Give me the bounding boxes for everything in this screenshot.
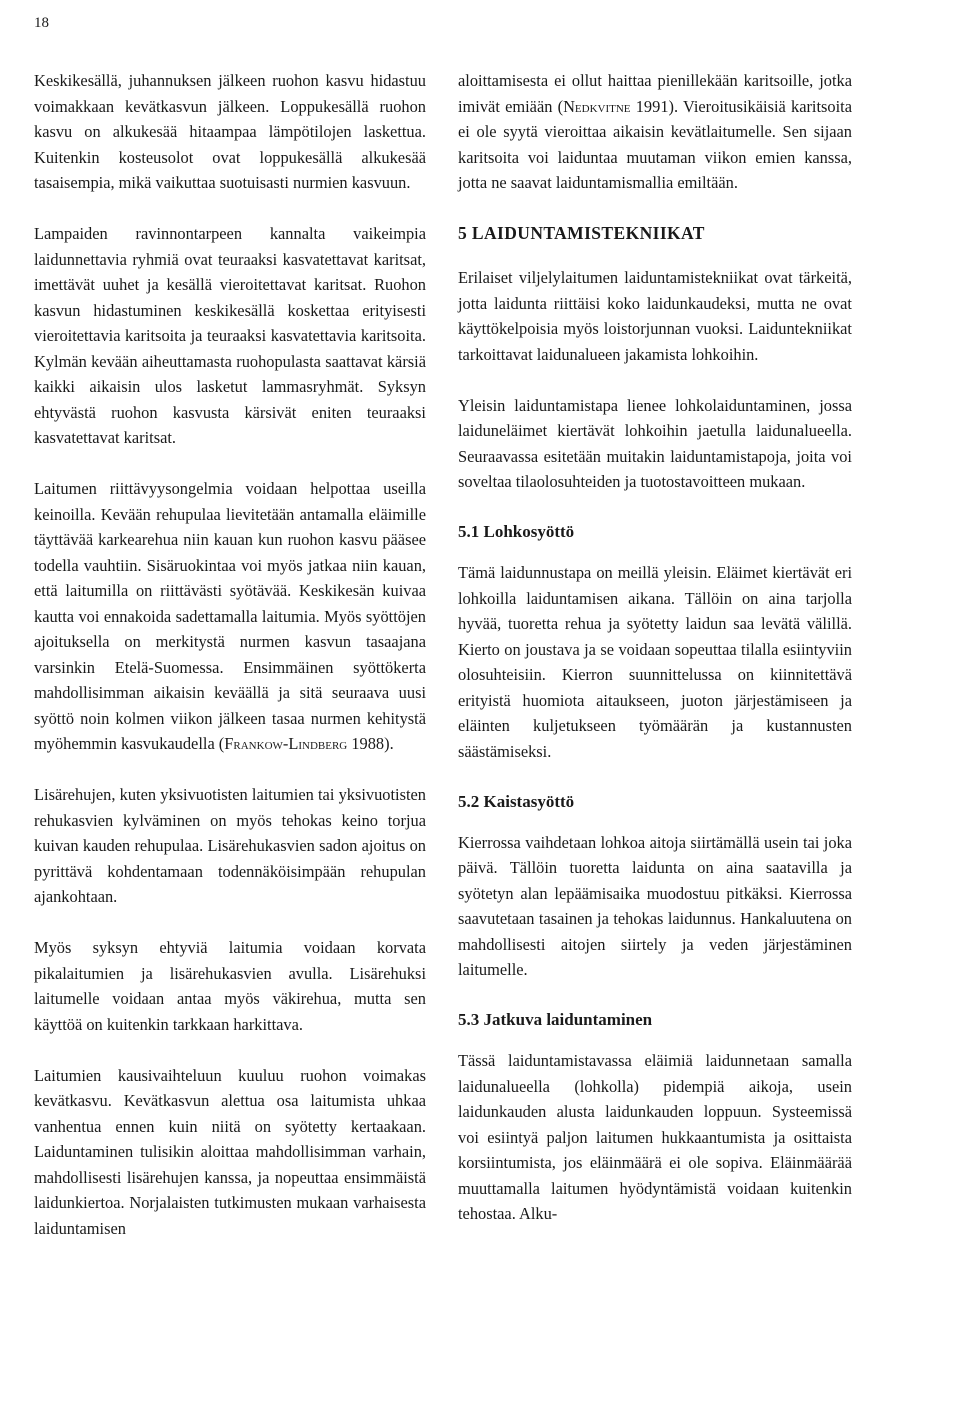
paragraph-seasonal-variation: Laitumien kausivaihteluun kuuluu ruohon voimakas kevätkasvu. Kevätkasvun alettua osa laitumista uhkaa vanhentua ennen kuin niitä on syötetty kertaakaan. Laiduntaminen tulisikin aloittaa mahdollisimman varhain, mahdollisesti lisärehujen kanssa, ja nopeuttaa ensimmäistä laidunkiertoa. Norjalaisten tutkimusten mukaan varhaisesta laiduntamisen [34, 1065, 426, 1238]
citation-nedkvitne: Nedkvitne [563, 96, 631, 116]
paragraph-midsummer-growth: Keskikesällä, juhannuksen jälkeen ruohon kasvu hidastuu voimakkaan kevätkasvun jälkeen. Loppukesällä ruohon kasvu on alkukesää hitaampaa lämpötilojen laskettua. Kuitenkin kosteusolot ovat loppukesällä alkukesää tasaisempia, mikä vaikuttaa suotuisasti nurmien kasvuun. [34, 71, 426, 192]
paragraph-continuation-tail: 1991). Vieroitusikäisiä karitsoita ei ole syytä vieroittaa aikaisin kevätlaitumelle. Sen sijaan karitsoita voi laiduntaa muutaman viikon emien kanssa, jotta ne saavat laiduntamismallia emiltään. [458, 96, 852, 192]
paragraph-supplementary-feed: Lisärehujen, kuten yksivuotisten laitumien tai yksivuotisten rehukasvien kylväminen on myös tehokas keino torjua kuivan kauden rehupulaa. Lisärehukasvien sadon ajoitus on pyrittävä kohdentamaan todennäköisimpään rehupulan ajankohtaan. [34, 785, 426, 906]
left-column [34, 68, 426, 1267]
citation-frankow-lindberg: Frankow-Lindberg [224, 734, 348, 753]
paragraph-rotational-grazing-intro: Yleisin laiduntamistapa lienee lohkolaiduntaminen, jossa laiduneläimet kiertävät lohkoihin jaetulla laidunalueella. Seuraavassa esitetään muitakin laiduntamistapoja, joita voi soveltaa tilaolosuhteiden ja tuotostavoitteen mukaan. [458, 395, 852, 491]
right-column [458, 68, 852, 1252]
paragraph-pasture-sufficiency-text: Laitumen riittävyysongelmia voidaan helpottaa useilla keinoilla. Kevään rehupulaa lievitetään antamalla eläimille täyttävää karkearehua niin kauan kun ruohon kasvu pääsee todella vauhtiin. Sisäruokintaa voi myös jatkaa niin kauan, että laitumilla on riittävästi syötävää. Keskikesän kuivaa kautta voi ennakoida sadettamalla laitumia. Myös syöttöjen ajoituksella on merkitystä nurmen kasvun tasaajana varsinkin Etelä-Suomessa. Ensimmäinen syöttökerta mahdollisimman aikaisin keväällä ja sitä seuraava uusi syöttö noin kolmen viikon jälkeen tasaa nurmen kehitystä myöhemmin kasvukaudella ( [34, 479, 426, 753]
paragraph-block-grazing: Tämä laidunnustapa on meillä yleisin. Eläimet kiertävät eri lohkoilla laiduntamisen aikana. Tällöin on aina tarjolla hyvää, tuoretta rehua ja syötetty laidun saa levätä välillä. Kierto on joustava ja se voidaan sopeuttaa tilalla esiintyviin olosuhteisiin. Kierron suunnittelussa on kiinnitettävä erityistä huomiota aitaukseen, juoton järjestämiseen ja eläinten kuljetukseen työmäärän ja kustannusten säästämiseksi. [458, 563, 852, 761]
paragraph-pasture-sufficiency [34, 476, 426, 757]
subsection-heading-5-3: 5.3 Jatkuva laiduntaminen [458, 1010, 653, 1029]
subsection-heading-5-2: 5.2 Kaistasyöttö [458, 791, 575, 811]
page-number: 18 [34, 15, 49, 31]
paragraph-strip-grazing: Kierrossa vaihdetaan lohkoa aitoja siirtämällä usein tai joka päivä. Tällöin tuoretta laidunta on aina saatavilla ja syötetyn alan lepäämisaika muodostuu pitkäksi. Kierrossa saavutetaan tasainen ja tehokas laidunnus. Hankaluutena on mahdollisesti aitojen siirtely ja veden järjestäminen laitumelle. [458, 832, 852, 979]
paragraph-continuous-grazing: Tässä laiduntamistavassa eläimiä laidunnetaan samalla laidunalueella (lohkolla) pidempiä aikoja, usein laidunkauden alusta laidunkauden loppuun. Systeemissä voi esiintyä paljon laitumen hukkaantumista ja osittaista korsiintumista, jos eläinmäärä ei ole sopiva. Eläinmäärää muuttamalla laitumen hyödyntämistä voidaan kuitenkin tehostaa. Alku- [458, 1051, 852, 1223]
paragraph-autumn-pastures: Myös syksyn ehtyviä laitumia voidaan korvata pikalaitumien ja lisärehukasvien avulla. Lisärehuksi laitumelle voidaan antaa myös väkirehua, mutta sen käyttöä on kuitenkin tarkkaan harkittava. [34, 938, 426, 1034]
paragraph-continuation-lead: aloittamisesta ei ollut haittaa pienillekään karitsoille, jotka imivät emiään ( [458, 71, 852, 116]
paragraph-feeding-needs: Lampaiden ravinnontarpeen kannalta vaikeimpia laidunnettavia ryhmiä ovat teuraaksi kasvatettavat karitsat, imettävät uuhet ja kesällä vieroitettavat karitsat. Ruohon kasvun hidastuminen keskikesällä koskettaa erityisesti vieroitettavia karitsoita ja teuraaksi kasvatettavia karitsoita. Kylmän kevään aiheuttamasta ruohopulasta saattavat kärsiä kaikki aikaisin ulos lasketut lammasryhmät. Syksyn ehtyvästä ruohon kasvusta kärsivät eniten teuraaksi kasvatettavat karitsat. [34, 224, 426, 447]
citation-frankow-year: 1988). [347, 734, 394, 753]
paragraph-grazing-techniques-intro: Erilaiset viljelylaitumen laiduntamistekniikat ovat tärkeitä, jotta laidunta riittäisi koko laidunkaudeksi, mutta ne ovat käyttökelpoisia myös loistorjunnan vuoksi. Laiduntekniikat tarkoittavat laidunalueen jakamista lohkoihin. [458, 268, 852, 364]
section-heading-grazing-techniques: 5 LAIDUNTAMISTEKNIIKAT [458, 223, 705, 243]
subsection-heading-5-1: 5.1 Lohkosyöttö [458, 522, 575, 541]
paragraph-continuation [458, 68, 852, 196]
